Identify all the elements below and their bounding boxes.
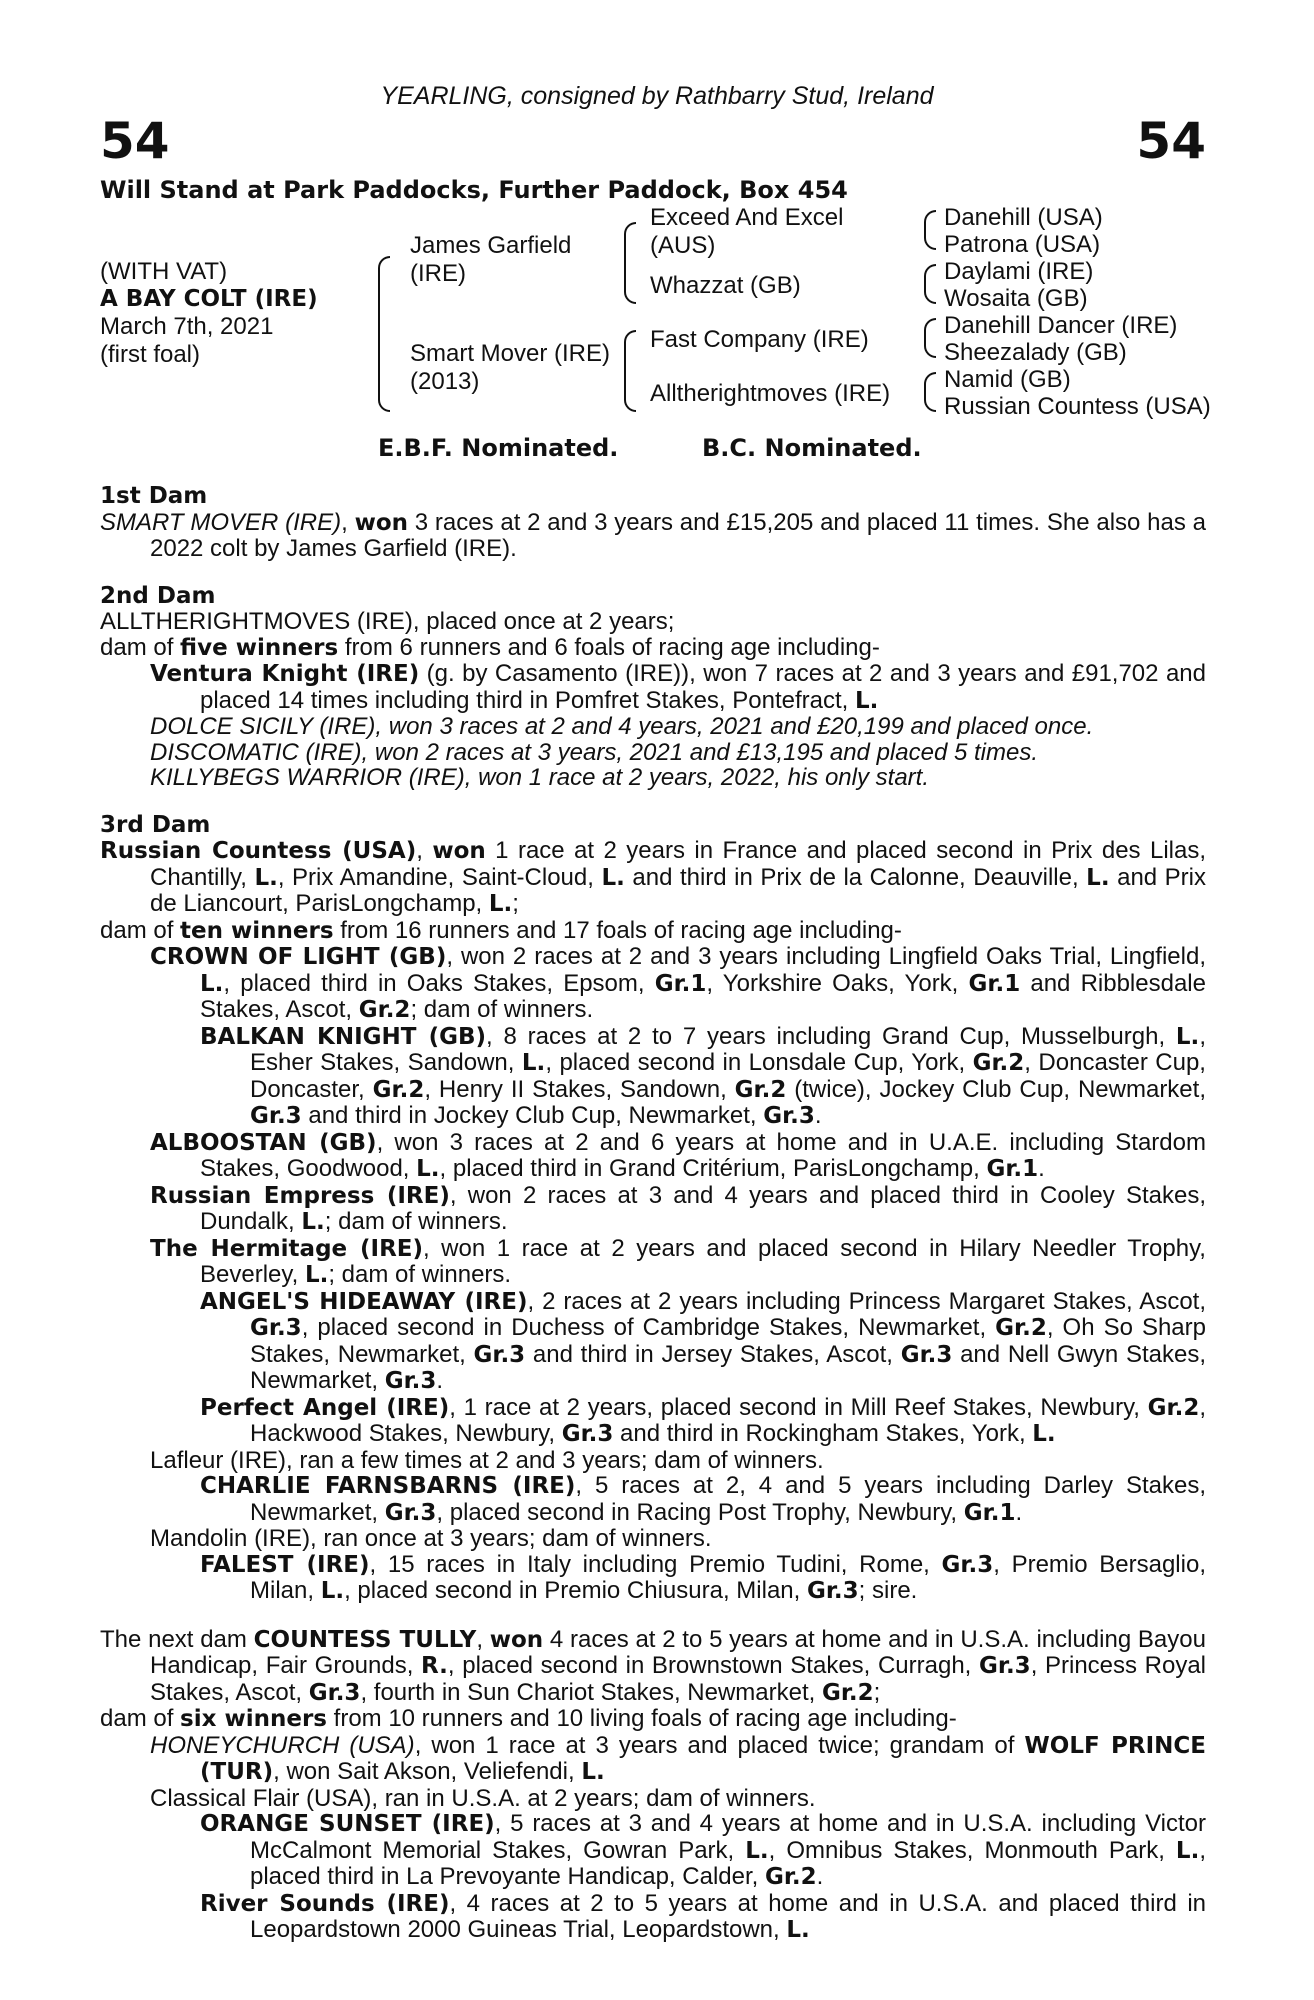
pedigree-body: [100, 484, 1206, 1944]
progeny-discomatic: DISCOMATIC (IRE), won 2 races at 3 years, 2021 and £13,195 and placed 5 times.: [150, 738, 1038, 766]
vat-note: (WITH VAT): [100, 258, 228, 285]
progeny-classical-flair: Classical Flair (USA), ran in U.S.A. at 2 years; dam of winners.: [150, 1784, 816, 1812]
sds-name: Daylami (IRE): [944, 258, 1094, 285]
brace-sire: [624, 222, 636, 304]
brace-main: [378, 256, 390, 412]
dd-name: Alltherightmoves (IRE): [650, 380, 891, 407]
ds-name: Fast Company (IRE): [650, 326, 869, 353]
dam-name: Smart Mover (IRE): [410, 340, 611, 367]
third-dam-produce: dam of ten winners from 16 runners and 17 foals of racing age including-: [100, 916, 902, 944]
sd-name: Whazzat (GB): [650, 272, 801, 299]
ss-country: (AUS): [650, 232, 716, 259]
sire-country: (IRE): [410, 260, 466, 287]
first-foal-note: (first foal): [100, 341, 201, 368]
horse-name: A BAY COLT (IRE): [100, 286, 318, 312]
brace-ds: [924, 318, 936, 358]
progeny-balkan-knight: BALKAN KNIGHT (GB), 8 races at 2 to 7 years including Grand Cup, Musselburgh, L., Esher Stakes, Sandown, L., placed second in Lonsdale Cup, York, Gr.2, Doncaster Cup, Doncaster, Gr.2, Henry II Stakes, Sandown, Gr.2 (twice), Jockey Club Cup, Newmarket, Gr.3 and third in Jockey Club Cup, Newmarket, Gr.3.: [200, 1022, 1206, 1129]
ss-name: Exceed And Excel: [650, 204, 844, 231]
bc-nominated: B.C. Nominated.: [702, 434, 922, 462]
progeny-charlie-farnsbarns: CHARLIE FARNSBARNS (IRE), 5 races at 2, 4 and 5 years including Darley Stakes, Newmarket, Gr.3, placed second in Racing Post Trophy, Newbury, Gr.1.: [200, 1472, 1206, 1526]
progeny-dolce-sicily: DOLCE SICILY (IRE), won 3 races at 2 and 4 years, 2021 and £20,199 and placed once.: [150, 713, 1094, 740]
second-dam-line: ALLTHERIGHTMOVES (IRE), placed once at 2 years;: [100, 608, 675, 635]
dsd-name: Sheezalady (GB): [944, 339, 1127, 366]
progeny-honeychurch: HONEYCHURCH (USA), won 1 race at 3 years and placed twice; grandam of WOLF PRINCE (TUR), won Sait Akson, Veliefendi, L.: [150, 1731, 1207, 1785]
first-dam-name: SMART MOVER (IRE): [100, 508, 342, 536]
ssd-name: Patrona (USA): [944, 231, 1101, 258]
progeny-river-sounds: River Sounds (IRE), 4 races at 2 to 5 years at home and in U.S.A. and placed third in Leopardstown 2000 Guineas Trial, Leopardstown, L.: [200, 1889, 1206, 1943]
progeny-mandolin: Mandolin (IRE), ran once at 3 years; dam of winners.: [150, 1525, 712, 1552]
progeny-russian-empress: Russian Empress (IRE), won 2 races at 3 and 4 years and placed third in Cooley Stakes, Dundalk, L.; dam of winners.: [150, 1181, 1206, 1235]
sire-name: James Garfield: [410, 232, 572, 259]
progeny-alboostan: ALBOOSTAN (GB), won 3 races at 2 and 6 years at home and in U.A.E. including Stardom Stakes, Goodwood, L., placed third in Grand Critérium, ParisLongchamp, Gr.1.: [150, 1128, 1206, 1182]
third-dam-entry: Russian Countess (USA), won 1 race at 2 years in France and placed second in Prix des Lilas, Chantilly, L., Prix Amandine, Saint-Cloud, L. and third in Prix de la Calonne, Deauville, L. and Prix de Liancourt, ParisLongchamp, L.;: [100, 837, 1207, 917]
second-dam-produce: dam of five winners from 6 runners and 6 foals of racing age including-: [100, 633, 880, 661]
consignment-line: YEARLING, consigned by Rathbarry Stud, Ireland: [380, 82, 934, 110]
progeny-perfect-angel: Perfect Angel (IRE), 1 race at 2 years, placed second in Mill Reef Stakes, Newbury, Gr.2, Hackwood Stakes, Newbury, Gr.3 and third in Rockingham Stakes, York, L.: [200, 1393, 1207, 1447]
sdd-name: Wosaita (GB): [944, 285, 1088, 312]
ebf-nominated: E.B.F. Nominated.: [378, 434, 619, 462]
next-dam-entry: The next dam COUNTESS TULLY, won 4 races at 2 to 5 years at home and in U.S.A. including Bayou Handicap, Fair Grounds, R., placed second in Brownstown Stakes, Curragh, Gr.3, Princess Royal Stakes, Ascot, Gr.3, fourth in Sun Chariot Stakes, Newmarket, Gr.2;: [100, 1625, 1207, 1706]
progeny-falest: FALEST (IRE), 15 races in Italy including Premio Tudini, Rome, Gr.3, Premio Bersaglio, Milan, L., placed second in Premio Chiusura, Milan, Gr.3; sire.: [200, 1550, 1206, 1604]
second-dam-heading: 2nd Dam: [100, 582, 216, 609]
dss-name: Danehill Dancer (IRE): [944, 312, 1178, 339]
lot-number-right: 54: [1136, 112, 1206, 170]
third-dam-heading: 3rd Dam: [100, 811, 211, 838]
next-dam-produce: dam of six winners from 10 runners and 10 living foals of racing age including-: [100, 1705, 957, 1732]
lot-number-left: 54: [100, 112, 170, 170]
progeny-angels-hideaway: ANGEL'S HIDEAWAY (IRE), 2 races at 2 years including Princess Margaret Stakes, Ascot, Gr.3, placed second in Duchess of Cambridge Stakes, Newmarket, Gr.2, Oh So Sharp Stakes, Newmarket, Gr.3 and third in Jersey Stakes, Ascot, Gr.3 and Nell Gwyn Stakes, Newmarket, Gr.3.: [200, 1287, 1206, 1394]
progeny-lafleur: Lafleur (IRE), ran a few times at 2 and 3 years; dam of winners.: [150, 1446, 824, 1474]
progeny-crown-of-light: CROWN OF LIGHT (GB), won 2 races at 2 and 3 years including Lingfield Oaks Trial, Lingfield, L., placed third in Oaks Stakes, Epsom, Gr.1, Yorkshire Oaks, York, Gr.1 and Ribblesdale Stakes, Ascot, Gr.2; dam of winners.: [150, 943, 1206, 1023]
progeny-the-hermitage: The Hermitage (IRE), won 1 race at 2 years and placed second in Hilary Needler Trophy, Beverley, L.; dam of winners.: [150, 1234, 1206, 1288]
brace-dam: [624, 330, 636, 412]
brace-ss: [924, 210, 936, 250]
brace-sd: [924, 264, 936, 304]
first-dam-entry: SMART MOVER (IRE), won 3 races at 2 and 3 years and £15,205 and placed 11 times. She also has a 2022 colt by James Garfield (IRE).: [100, 508, 1206, 562]
brace-dd: [924, 372, 936, 412]
ddd-name: Russian Countess (USA): [944, 393, 1211, 420]
dam-year: (2013): [410, 368, 480, 395]
foaling-date: March 7th, 2021: [100, 313, 274, 340]
dds-name: Namid (GB): [944, 366, 1071, 393]
stand-location: Will Stand at Park Paddocks, Further Paddock, Box 454: [100, 176, 848, 204]
progeny-orange-sunset: ORANGE SUNSET (IRE), 5 races at 3 and 4 years at home and in U.S.A. including Victor McCalmont Memorial Stakes, Gowran Park, L., Omnibus Stakes, Monmouth Park, L., placed third in La Prevoyante Handicap, Calder, Gr.2.: [200, 1810, 1206, 1890]
first-dam-heading: 1st Dam: [100, 483, 208, 509]
progeny-ventura-knight: Ventura Knight (IRE) (g. by Casamento (IRE)), won 7 races at 2 and 3 years and £91,702 and placed 14 times including third in Pomfret Stakes, Pontefract, L.: [150, 660, 1206, 714]
progeny-killybegs-warrior: KILLYBEGS WARRIOR (IRE), won 1 race at 2 years, 2022, his only start.: [150, 764, 929, 791]
sss-name: Danehill (USA): [944, 204, 1103, 231]
